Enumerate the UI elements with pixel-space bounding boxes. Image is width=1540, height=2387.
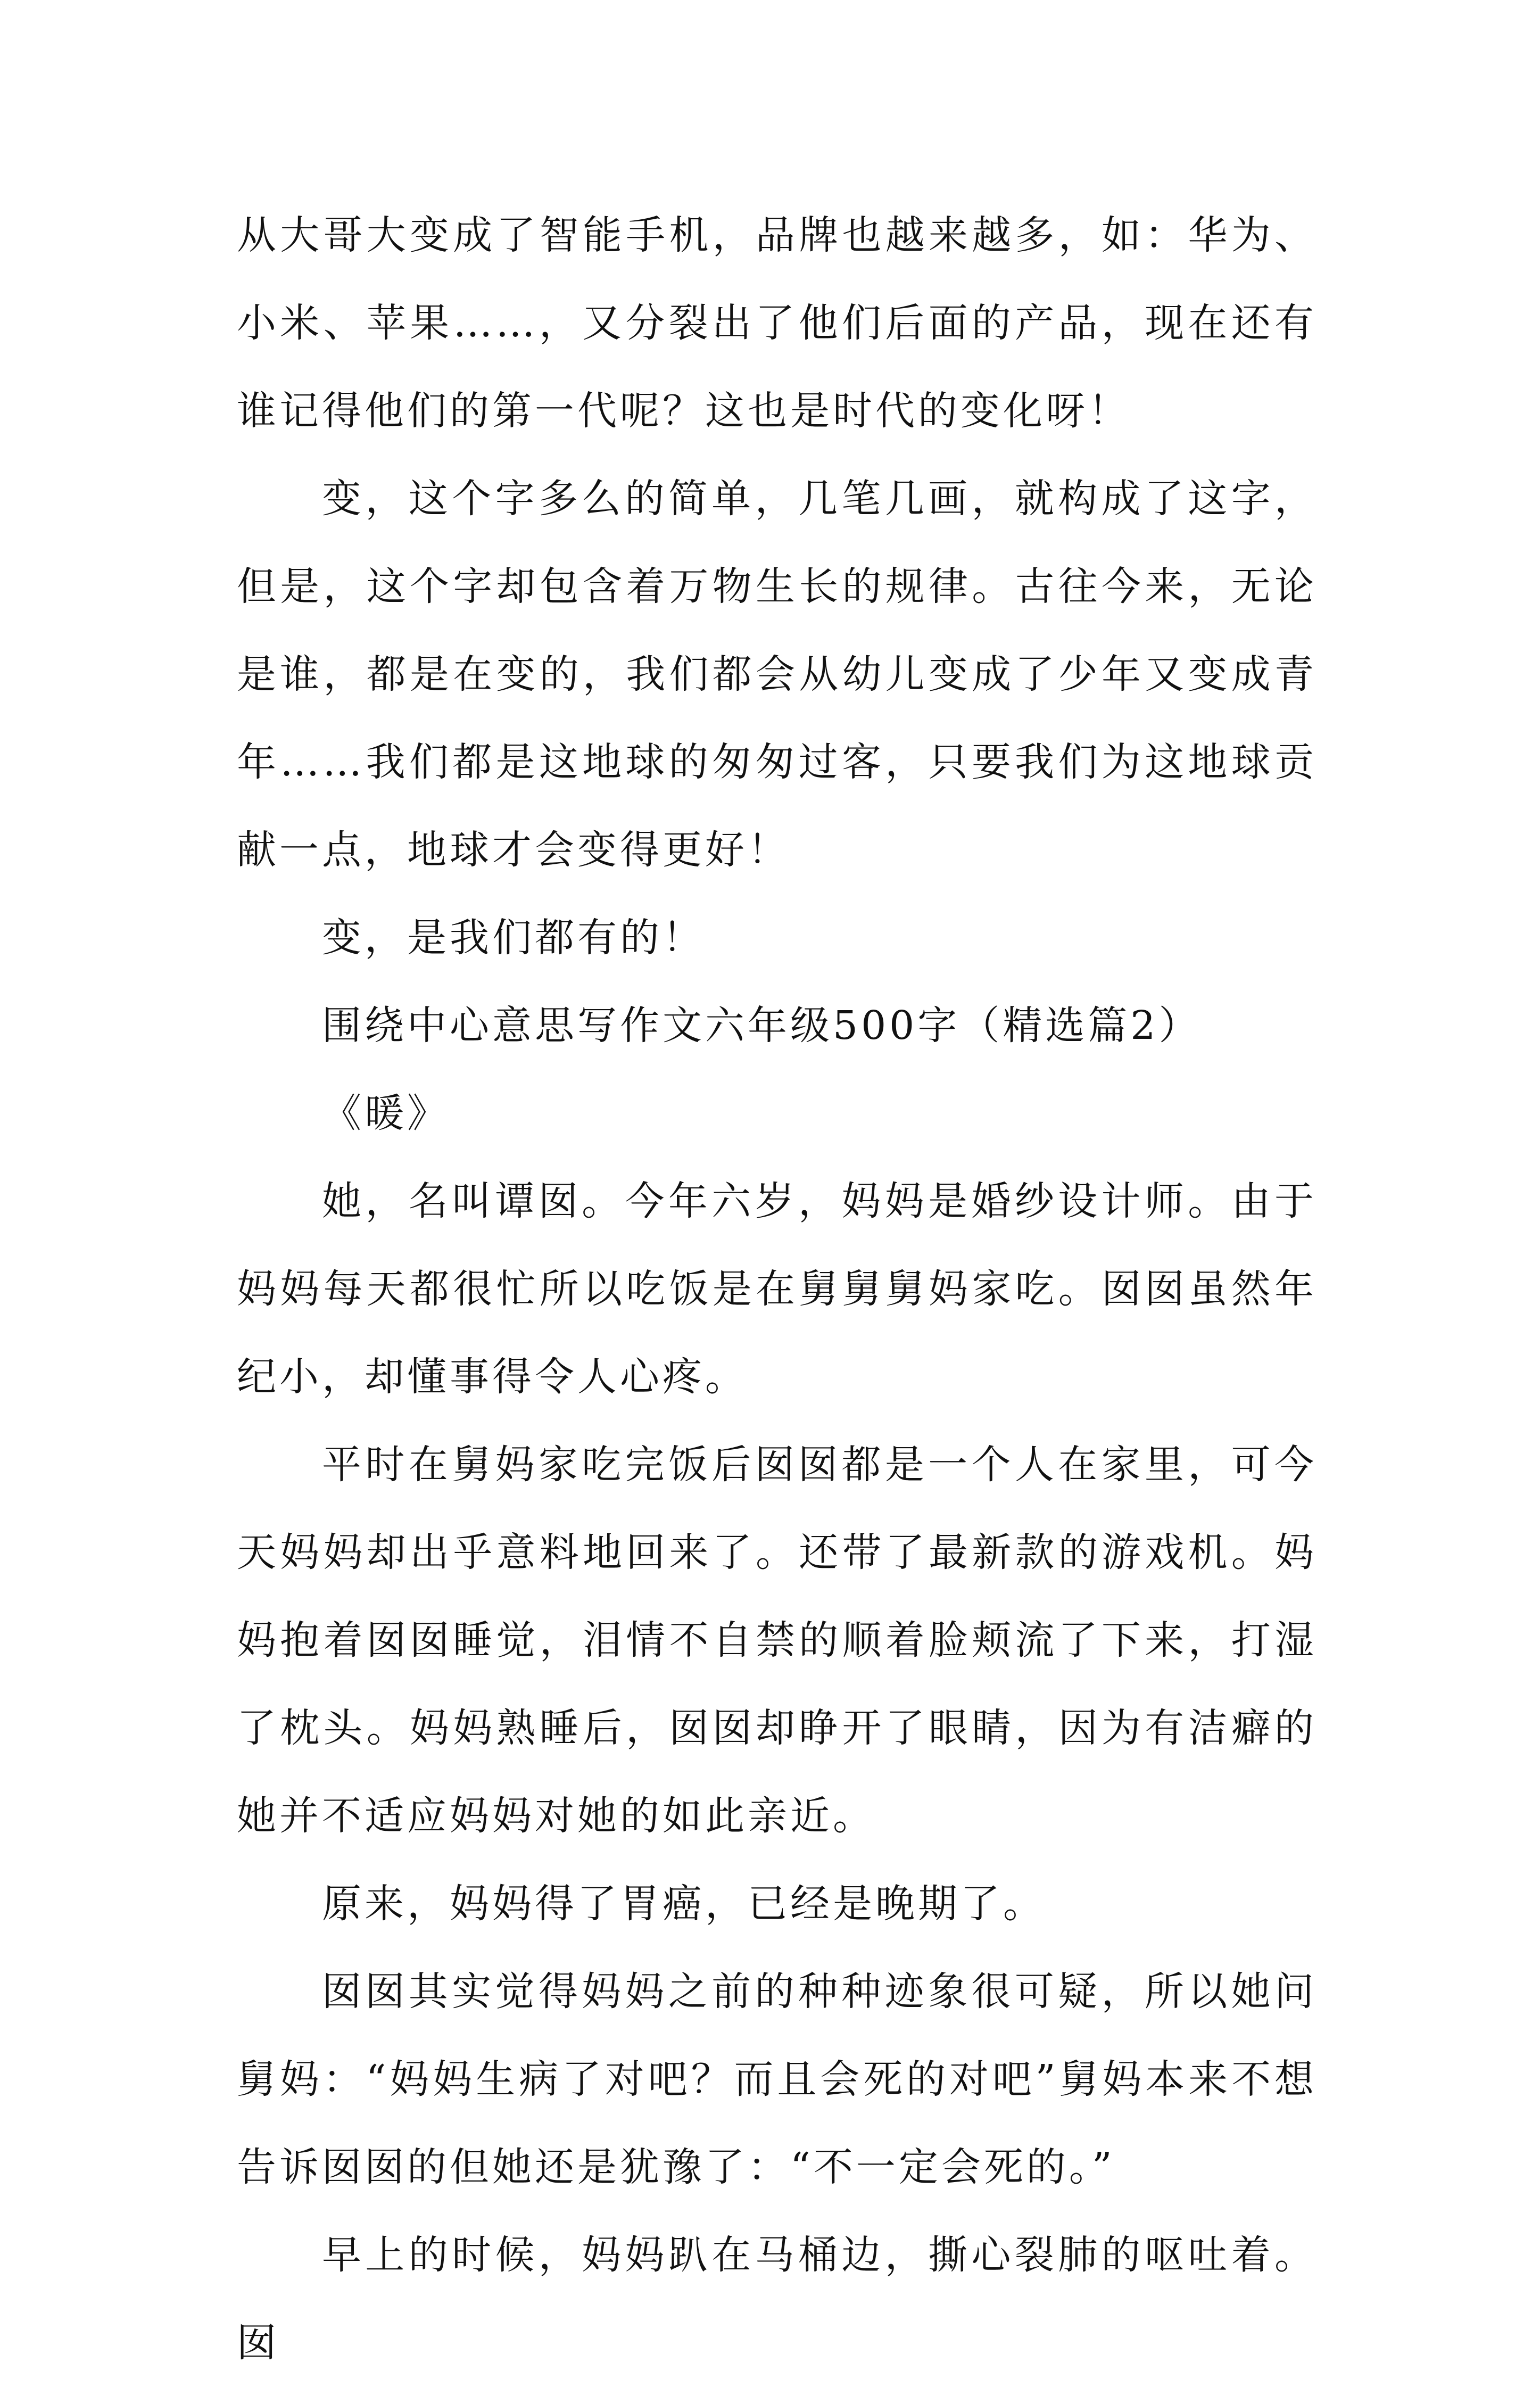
paragraph-1: 从大哥大变成了智能手机，品牌也越来越多，如：华为、小米、苹果……，又分裂出了他们后面的产品，现在还有谁记得他们的第一代呢？这也是时代的变化呀！ [237, 212, 1317, 434]
paragraph-9: 囡囡其实觉得妈妈之前的种种迹象很可疑，所以她问舅妈：“妈妈生病了对吧？而且会死的对吧”舅妈本来不想告诉囡囡的但她还是犹豫了：“不一定会死的。” [237, 1969, 1317, 2190]
paragraph-10: 早上的时候，妈妈趴在马桶边，撕心裂肺的呕吐着。囡 [237, 2232, 1317, 2366]
paragraph-7: 平时在舅妈家吃完饭后囡囡都是一个人在家里，可今天妈妈却出乎意料地回来了。还带了最新款的游戏机。妈妈抱着囡囡睡觉，泪情不自禁的顺着脸颊流了下来，打湿了枕头。妈妈熟睡后，囡囡却睁开了眼睛，因为有洁癖的她并不适应妈妈对她的如此亲近。 [237, 1442, 1317, 1839]
paragraph-2: 变，这个字多么的简单，几笔几画，就构成了这字，但是，这个字却包含着万物生长的规律。古往今来，无论是谁，都是在变的，我们都会从幼儿变成了少年又变成青年……我们都是这地球的匆匆过客，只要我们为这地球贡献一点，地球才会变得更好！ [237, 476, 1317, 873]
paragraph-8: 原来，妈妈得了胃癌，已经是晚期了。 [322, 1881, 1046, 1927]
paragraph-3: 变，是我们都有的！ [322, 915, 705, 961]
section-heading: 围绕中心意思写作文六年级500字（精选篇2） [322, 1003, 1202, 1048]
document-page [237, 192, 1317, 2387]
essay-title: 《暖》 [322, 1091, 450, 1136]
paragraph-6: 她，名叫谭囡。今年六岁，妈妈是婚纱设计师。由于妈妈每天都很忙所以吃饭是在舅舅舅妈家吃。囡囡虽然年纪小，却懂事得令人心疼。 [237, 1178, 1317, 1400]
